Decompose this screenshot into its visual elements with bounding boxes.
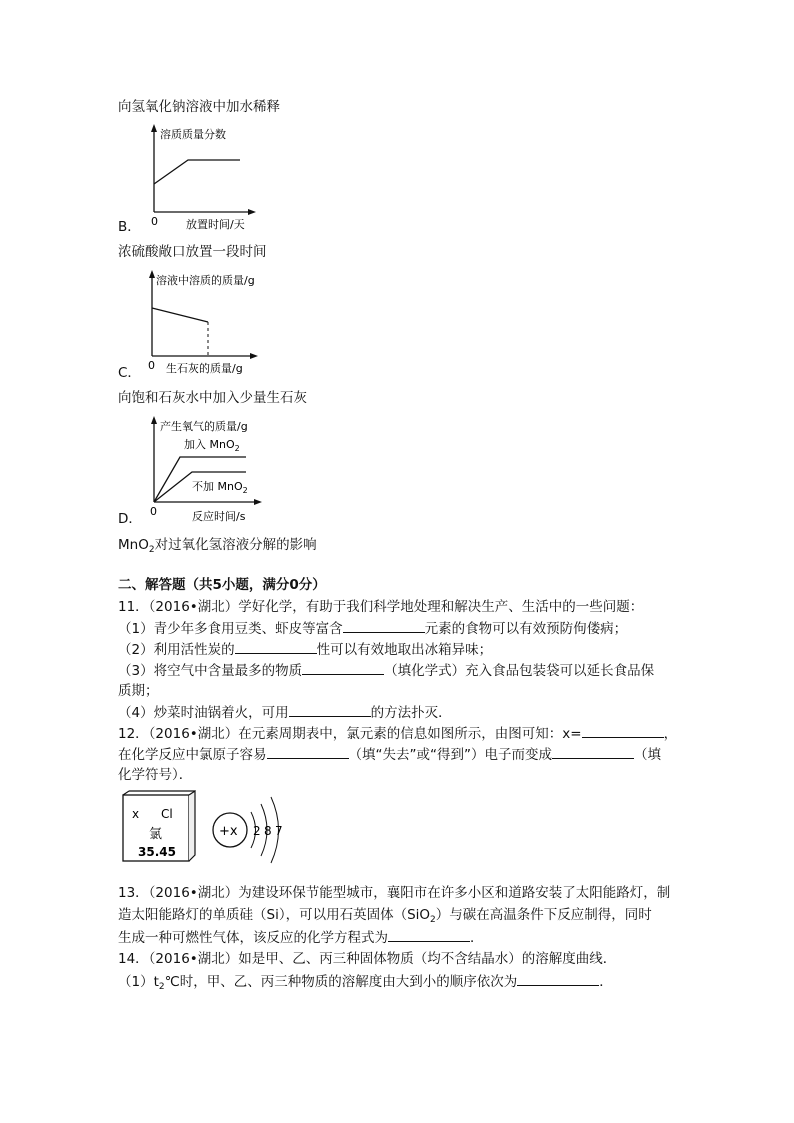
x-arrow — [254, 499, 262, 505]
x-label: 生石灰的质量/g — [166, 362, 243, 375]
q11-part4: （4）炒菜时油锅着火，可用 的方法扑灭． — [118, 705, 452, 721]
q13-line3: 生成一种可燃性气体，该反应的化学方程式为 ． — [118, 930, 484, 946]
curve — [152, 308, 208, 322]
answer-blank[interactable] — [289, 703, 371, 717]
section-title: 二、解答题（共5小题，满分0分） — [118, 577, 326, 593]
q13-line1: 13．（2016•湖北）为建设环保节能型城市，襄阳市在许多小区和道路安装了太阳能路灯，制 — [118, 885, 671, 901]
y-label: 溶质质量分数 — [160, 128, 226, 141]
answer-blank[interactable] — [267, 745, 349, 759]
element-name: 氯 — [149, 827, 163, 842]
q12-line1: 12．（2016•湖北）在元素周期表中，氯元素的信息如图所示，由图可知：x= ， — [118, 726, 678, 742]
answer-blank[interactable] — [552, 745, 634, 759]
x-arrow — [250, 353, 258, 359]
upper-curve-label: 加入 MnO$_2$ — [184, 438, 240, 453]
origin-label: 0 — [151, 215, 158, 228]
option-d-label: D． — [118, 511, 142, 527]
atomic-number: x — [132, 807, 140, 821]
answer-blank[interactable] — [582, 724, 664, 738]
answer-blank[interactable] — [302, 661, 384, 675]
element-symbol: Cl — [161, 807, 173, 821]
answer-blank[interactable] — [388, 928, 470, 942]
option-c-label: C． — [118, 365, 141, 381]
caption-c: 向饱和石灰水中加入少量生石灰 — [118, 390, 307, 406]
q12-line2: 在化学反应中氯原子容易 （填“失去”或“得到”）电子而变成 （填 — [118, 747, 661, 763]
graph-c — [118, 268, 288, 380]
graph-d — [118, 414, 288, 526]
shell-3-electrons: 7 — [275, 824, 283, 838]
answer-blank[interactable] — [343, 619, 425, 633]
q14-line2: $(1)t_2℃$时，甲、乙、丙三种物质的溶解度由大到小的顺序依次为 ． — [118, 974, 613, 992]
q14-line1: 14．（2016•湖北）如是甲、乙、丙三种固体物质（均不含结晶水）的溶解度曲线． — [118, 951, 617, 967]
shell-2-electrons: 8 — [264, 824, 272, 838]
y-arrow — [149, 270, 155, 278]
q11-part2: （2）利用活性炭的 性可以有效地取出冰箱异味； — [118, 642, 493, 658]
graph-b — [118, 122, 298, 234]
nucleus-charge: +x — [219, 824, 238, 839]
q11-stem: 11．（2016•湖北）学好化学，有助于我们科学地处理和解决生产、生活中的一些问题： — [118, 599, 644, 615]
x-arrow — [248, 209, 256, 215]
q11-part3-cont: 质期； — [118, 683, 159, 699]
chlorine-figure — [118, 790, 298, 870]
x-label: 放置时间/天 — [186, 218, 245, 231]
curve — [154, 160, 240, 184]
caption-a: 向氢氧化钠溶液中加水稀释 — [118, 99, 280, 115]
answer-blank[interactable] — [517, 972, 599, 986]
origin-label: 0 — [150, 505, 157, 518]
y-arrow — [151, 416, 157, 424]
caption-b: 浓硫酸敞口放置一段时间 — [118, 244, 267, 260]
atom-structure — [213, 797, 283, 863]
q11-part1: （1）青少年多食用豆类、虾皮等富含 元素的食物可以有效预防佝偻病； — [118, 621, 628, 637]
x-label: 反应时间/s — [192, 510, 246, 523]
caption-d: MnO$_2$对过氧化氢溶液分解的影响 — [118, 537, 317, 555]
lower-curve-label: 不加 MnO$_2$ — [192, 480, 248, 495]
y-label: 溶液中溶质的质量/g — [156, 274, 255, 287]
answer-blank[interactable] — [235, 640, 317, 654]
atomic-mass: 35.45 — [138, 845, 176, 859]
element-cell — [123, 791, 195, 861]
q12-line3: 化学符号）． — [118, 767, 193, 783]
y-label: 产生氧气的质量/g — [160, 420, 248, 433]
q13-line2: 造太阳能路灯的单质硅（Si），可以用石英固体（SiO$_2$）与碳在高温条件下反应制得，同时 — [118, 907, 652, 925]
q11-part3: （3）将空气中含量最多的物质 （填化学式）充入食品包装袋可以延长食品保 — [118, 663, 655, 679]
y-arrow — [151, 124, 157, 132]
shell-1-electrons: 2 — [253, 824, 261, 838]
option-b-label: B． — [118, 219, 141, 235]
origin-label: 0 — [148, 359, 155, 372]
